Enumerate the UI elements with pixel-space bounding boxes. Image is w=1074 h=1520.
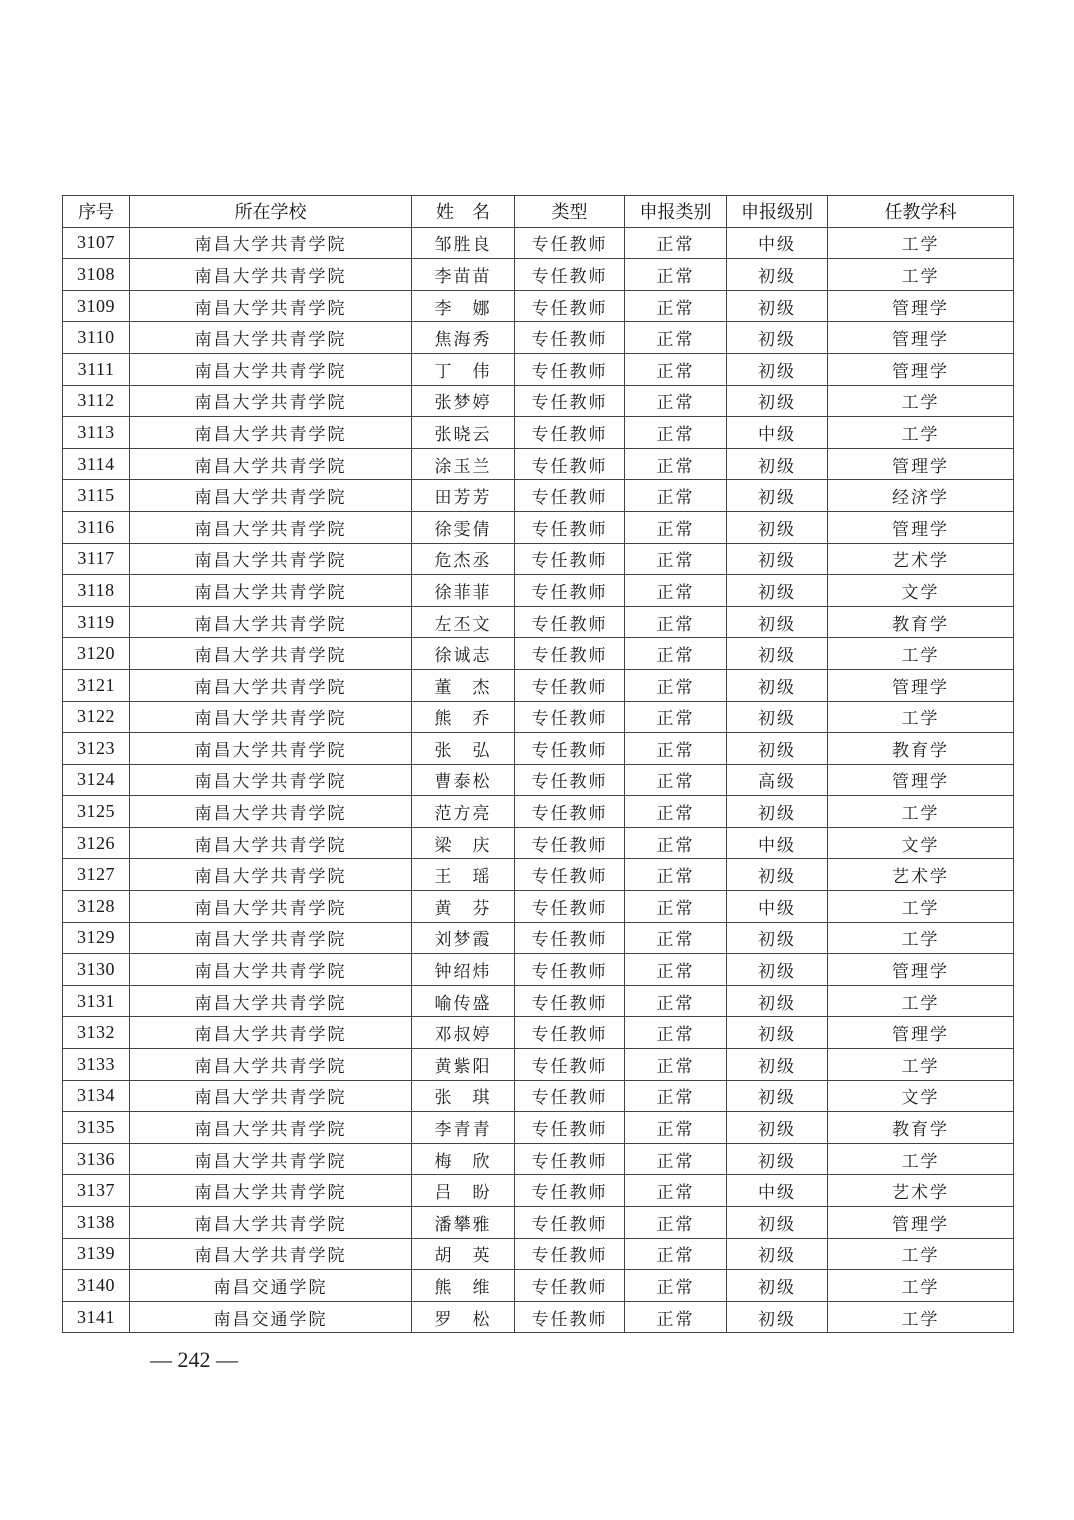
- cell-name: 胡 英: [412, 1238, 515, 1270]
- header-type: 类型: [515, 196, 625, 228]
- cell-teaching-subject: 工学: [828, 1301, 1014, 1333]
- cell-type: 专任教师: [515, 543, 625, 575]
- cell-type: 专任教师: [515, 1017, 625, 1049]
- cell-type: 专任教师: [515, 606, 625, 638]
- cell-type: 专任教师: [515, 353, 625, 385]
- cell-application-level: 初级: [727, 575, 828, 607]
- cell-serial-number: 3139: [63, 1238, 130, 1270]
- cell-serial-number: 3110: [63, 322, 130, 354]
- table-row: [63, 543, 1014, 575]
- cell-type: 专任教师: [515, 417, 625, 449]
- cell-type: 专任教师: [515, 1270, 625, 1302]
- cell-type: 专任教师: [515, 322, 625, 354]
- cell-teaching-subject: 艺术学: [828, 1175, 1014, 1207]
- cell-teaching-subject: 文学: [828, 827, 1014, 859]
- cell-serial-number: 3117: [63, 543, 130, 575]
- cell-application-category: 正常: [625, 827, 727, 859]
- cell-application-level: 初级: [727, 511, 828, 543]
- cell-school: 南昌大学共青学院: [130, 922, 412, 954]
- cell-application-category: 正常: [625, 1270, 727, 1302]
- cell-application-level: 初级: [727, 701, 828, 733]
- cell-application-level: 初级: [727, 1207, 828, 1239]
- cell-type: 专任教师: [515, 985, 625, 1017]
- table-row: [63, 1049, 1014, 1081]
- cell-application-category: 正常: [625, 1143, 727, 1175]
- cell-teaching-subject: 艺术学: [828, 859, 1014, 891]
- cell-school: 南昌大学共青学院: [130, 796, 412, 828]
- cell-type: 专任教师: [515, 259, 625, 291]
- cell-teaching-subject: 工学: [828, 227, 1014, 259]
- cell-type: 专任教师: [515, 891, 625, 923]
- cell-school: 南昌大学共青学院: [130, 985, 412, 1017]
- cell-serial-number: 3124: [63, 764, 130, 796]
- cell-school: 南昌大学共青学院: [130, 227, 412, 259]
- cell-application-category: 正常: [625, 417, 727, 449]
- cell-teaching-subject: 管理学: [828, 954, 1014, 986]
- cell-type: 专任教师: [515, 764, 625, 796]
- cell-serial-number: 3132: [63, 1017, 130, 1049]
- cell-application-level: 中级: [727, 1175, 828, 1207]
- cell-serial-number: 3136: [63, 1143, 130, 1175]
- cell-school: 南昌大学共青学院: [130, 638, 412, 670]
- cell-teaching-subject: 管理学: [828, 322, 1014, 354]
- cell-school: 南昌交通学院: [130, 1270, 412, 1302]
- teacher-roster-table: [62, 195, 1014, 1333]
- cell-teaching-subject: 工学: [828, 385, 1014, 417]
- header-serial-number: 序号: [63, 196, 130, 228]
- cell-name: 曹泰松: [412, 764, 515, 796]
- cell-teaching-subject: 工学: [828, 891, 1014, 923]
- cell-school: 南昌大学共青学院: [130, 606, 412, 638]
- table-row: [63, 638, 1014, 670]
- cell-application-level: 初级: [727, 733, 828, 765]
- cell-type: 专任教师: [515, 954, 625, 986]
- cell-teaching-subject: 经济学: [828, 480, 1014, 512]
- cell-application-category: 正常: [625, 575, 727, 607]
- header-school: 所在学校: [130, 196, 412, 228]
- cell-application-category: 正常: [625, 543, 727, 575]
- cell-application-level: 初级: [727, 669, 828, 701]
- cell-application-level: 初级: [727, 385, 828, 417]
- cell-serial-number: 3113: [63, 417, 130, 449]
- table-row: [63, 1207, 1014, 1239]
- cell-application-category: 正常: [625, 606, 727, 638]
- cell-school: 南昌大学共青学院: [130, 575, 412, 607]
- table-row: [63, 290, 1014, 322]
- cell-school: 南昌大学共青学院: [130, 1207, 412, 1239]
- table-row: [63, 480, 1014, 512]
- table-row: [63, 701, 1014, 733]
- cell-teaching-subject: 工学: [828, 922, 1014, 954]
- cell-name: 田芳芳: [412, 480, 515, 512]
- cell-application-level: 初级: [727, 480, 828, 512]
- cell-teaching-subject: 管理学: [828, 669, 1014, 701]
- cell-application-level: 初级: [727, 543, 828, 575]
- table-row: [63, 606, 1014, 638]
- table-body: [63, 227, 1014, 1333]
- table-row: [63, 511, 1014, 543]
- cell-application-category: 正常: [625, 448, 727, 480]
- cell-application-category: 正常: [625, 1049, 727, 1081]
- cell-school: 南昌大学共青学院: [130, 1049, 412, 1081]
- cell-application-level: 中级: [727, 417, 828, 449]
- table-header-row: [63, 196, 1014, 228]
- cell-application-category: 正常: [625, 353, 727, 385]
- table-row: [63, 891, 1014, 923]
- cell-application-category: 正常: [625, 1080, 727, 1112]
- cell-teaching-subject: 工学: [828, 701, 1014, 733]
- cell-serial-number: 3130: [63, 954, 130, 986]
- cell-teaching-subject: 教育学: [828, 606, 1014, 638]
- cell-school: 南昌大学共青学院: [130, 259, 412, 291]
- cell-application-level: 中级: [727, 827, 828, 859]
- cell-teaching-subject: 工学: [828, 259, 1014, 291]
- cell-serial-number: 3115: [63, 480, 130, 512]
- cell-name: 张梦婷: [412, 385, 515, 417]
- table-row: [63, 417, 1014, 449]
- header-name: 姓 名: [412, 196, 515, 228]
- cell-school: 南昌大学共青学院: [130, 1017, 412, 1049]
- cell-school: 南昌大学共青学院: [130, 417, 412, 449]
- cell-teaching-subject: 工学: [828, 796, 1014, 828]
- table-row: [63, 827, 1014, 859]
- cell-application-level: 初级: [727, 322, 828, 354]
- cell-type: 专任教师: [515, 480, 625, 512]
- cell-type: 专任教师: [515, 796, 625, 828]
- cell-teaching-subject: 管理学: [828, 511, 1014, 543]
- cell-teaching-subject: 工学: [828, 1143, 1014, 1175]
- cell-teaching-subject: 工学: [828, 1049, 1014, 1081]
- cell-type: 专任教师: [515, 1049, 625, 1081]
- cell-application-level: 初级: [727, 1238, 828, 1270]
- cell-name: 王 瑶: [412, 859, 515, 891]
- table-row: [63, 322, 1014, 354]
- cell-application-category: 正常: [625, 322, 727, 354]
- table-row: [63, 1143, 1014, 1175]
- cell-application-level: 中级: [727, 227, 828, 259]
- cell-name: 徐菲菲: [412, 575, 515, 607]
- cell-teaching-subject: 管理学: [828, 764, 1014, 796]
- cell-application-level: 中级: [727, 891, 828, 923]
- cell-type: 专任教师: [515, 733, 625, 765]
- cell-application-category: 正常: [625, 764, 727, 796]
- cell-teaching-subject: 工学: [828, 1270, 1014, 1302]
- cell-school: 南昌大学共青学院: [130, 353, 412, 385]
- cell-serial-number: 3138: [63, 1207, 130, 1239]
- cell-name: 危杰丞: [412, 543, 515, 575]
- table-row: [63, 1175, 1014, 1207]
- cell-type: 专任教师: [515, 448, 625, 480]
- cell-application-category: 正常: [625, 290, 727, 322]
- cell-application-level: 初级: [727, 606, 828, 638]
- cell-application-level: 初级: [727, 796, 828, 828]
- cell-serial-number: 3120: [63, 638, 130, 670]
- cell-serial-number: 3107: [63, 227, 130, 259]
- cell-application-level: 初级: [727, 954, 828, 986]
- cell-serial-number: 3126: [63, 827, 130, 859]
- cell-name: 梁 庆: [412, 827, 515, 859]
- cell-school: 南昌大学共青学院: [130, 954, 412, 986]
- cell-name: 张 弘: [412, 733, 515, 765]
- cell-application-category: 正常: [625, 1301, 727, 1333]
- cell-serial-number: 3118: [63, 575, 130, 607]
- cell-school: 南昌大学共青学院: [130, 669, 412, 701]
- cell-school: 南昌大学共青学院: [130, 511, 412, 543]
- table-row: [63, 575, 1014, 607]
- cell-type: 专任教师: [515, 385, 625, 417]
- cell-application-category: 正常: [625, 511, 727, 543]
- cell-application-category: 正常: [625, 701, 727, 733]
- table-row: [63, 1112, 1014, 1144]
- cell-type: 专任教师: [515, 638, 625, 670]
- cell-name: 吕 盼: [412, 1175, 515, 1207]
- cell-application-level: 初级: [727, 448, 828, 480]
- cell-serial-number: 3121: [63, 669, 130, 701]
- cell-school: 南昌大学共青学院: [130, 701, 412, 733]
- cell-application-level: 初级: [727, 259, 828, 291]
- table-row: [63, 733, 1014, 765]
- cell-name: 喻传盛: [412, 985, 515, 1017]
- table-row: [63, 859, 1014, 891]
- cell-type: 专任教师: [515, 227, 625, 259]
- cell-name: 张晓云: [412, 417, 515, 449]
- cell-serial-number: 3128: [63, 891, 130, 923]
- cell-school: 南昌大学共青学院: [130, 764, 412, 796]
- cell-serial-number: 3125: [63, 796, 130, 828]
- cell-school: 南昌大学共青学院: [130, 1080, 412, 1112]
- table-row: [63, 1017, 1014, 1049]
- cell-application-level: 初级: [727, 638, 828, 670]
- cell-application-category: 正常: [625, 1017, 727, 1049]
- cell-application-category: 正常: [625, 1207, 727, 1239]
- cell-teaching-subject: 管理学: [828, 353, 1014, 385]
- cell-school: 南昌大学共青学院: [130, 322, 412, 354]
- cell-type: 专任教师: [515, 290, 625, 322]
- table-row: [63, 385, 1014, 417]
- cell-application-level: 初级: [727, 290, 828, 322]
- header-application-level: 申报级别: [727, 196, 828, 228]
- cell-application-category: 正常: [625, 891, 727, 923]
- table-row: [63, 227, 1014, 259]
- cell-application-category: 正常: [625, 480, 727, 512]
- cell-type: 专任教师: [515, 511, 625, 543]
- cell-type: 专任教师: [515, 1238, 625, 1270]
- cell-name: 李 娜: [412, 290, 515, 322]
- cell-type: 专任教师: [515, 1207, 625, 1239]
- cell-name: 董 杰: [412, 669, 515, 701]
- cell-name: 焦海秀: [412, 322, 515, 354]
- cell-school: 南昌大学共青学院: [130, 543, 412, 575]
- cell-serial-number: 3141: [63, 1301, 130, 1333]
- cell-name: 罗 松: [412, 1301, 515, 1333]
- cell-teaching-subject: 工学: [828, 1238, 1014, 1270]
- cell-teaching-subject: 文学: [828, 1080, 1014, 1112]
- cell-teaching-subject: 管理学: [828, 290, 1014, 322]
- cell-application-category: 正常: [625, 638, 727, 670]
- cell-school: 南昌大学共青学院: [130, 1175, 412, 1207]
- cell-application-level: 初级: [727, 1112, 828, 1144]
- cell-application-level: 初级: [727, 353, 828, 385]
- table-row: [63, 1238, 1014, 1270]
- cell-application-category: 正常: [625, 1238, 727, 1270]
- cell-application-level: 初级: [727, 922, 828, 954]
- cell-name: 潘攀雅: [412, 1207, 515, 1239]
- table-row: [63, 985, 1014, 1017]
- cell-teaching-subject: 工学: [828, 417, 1014, 449]
- cell-name: 熊 乔: [412, 701, 515, 733]
- cell-serial-number: 3111: [63, 353, 130, 385]
- cell-teaching-subject: 教育学: [828, 1112, 1014, 1144]
- table-row: [63, 669, 1014, 701]
- cell-serial-number: 3122: [63, 701, 130, 733]
- cell-serial-number: 3127: [63, 859, 130, 891]
- cell-school: 南昌大学共青学院: [130, 385, 412, 417]
- cell-name: 张 琪: [412, 1080, 515, 1112]
- cell-application-category: 正常: [625, 1175, 727, 1207]
- cell-name: 丁 伟: [412, 353, 515, 385]
- cell-teaching-subject: 文学: [828, 575, 1014, 607]
- cell-type: 专任教师: [515, 575, 625, 607]
- table-row: [63, 1301, 1014, 1333]
- cell-serial-number: 3114: [63, 448, 130, 480]
- cell-name: 黄 芬: [412, 891, 515, 923]
- table-row: [63, 259, 1014, 291]
- cell-name: 梅 欣: [412, 1143, 515, 1175]
- cell-application-category: 正常: [625, 227, 727, 259]
- cell-application-level: 初级: [727, 1049, 828, 1081]
- cell-name: 邓叔婷: [412, 1017, 515, 1049]
- cell-type: 专任教师: [515, 1080, 625, 1112]
- cell-school: 南昌交通学院: [130, 1301, 412, 1333]
- cell-school: 南昌大学共青学院: [130, 859, 412, 891]
- cell-type: 专任教师: [515, 669, 625, 701]
- cell-name: 李苗苗: [412, 259, 515, 291]
- cell-serial-number: 3133: [63, 1049, 130, 1081]
- cell-application-category: 正常: [625, 1112, 727, 1144]
- table-row: [63, 922, 1014, 954]
- cell-teaching-subject: 教育学: [828, 733, 1014, 765]
- cell-name: 刘梦霞: [412, 922, 515, 954]
- header-teaching-subject: 任教学科: [828, 196, 1014, 228]
- cell-name: 徐雯倩: [412, 511, 515, 543]
- cell-teaching-subject: 工学: [828, 638, 1014, 670]
- cell-teaching-subject: 管理学: [828, 1207, 1014, 1239]
- cell-type: 专任教师: [515, 827, 625, 859]
- cell-school: 南昌大学共青学院: [130, 1238, 412, 1270]
- cell-name: 邹胜良: [412, 227, 515, 259]
- cell-name: 钟绍炜: [412, 954, 515, 986]
- cell-type: 专任教师: [515, 859, 625, 891]
- table-row: [63, 764, 1014, 796]
- cell-application-category: 正常: [625, 985, 727, 1017]
- cell-school: 南昌大学共青学院: [130, 480, 412, 512]
- cell-school: 南昌大学共青学院: [130, 733, 412, 765]
- table-row: [63, 353, 1014, 385]
- cell-type: 专任教师: [515, 1112, 625, 1144]
- cell-application-category: 正常: [625, 733, 727, 765]
- cell-application-category: 正常: [625, 669, 727, 701]
- cell-serial-number: 3137: [63, 1175, 130, 1207]
- cell-application-level: 初级: [727, 985, 828, 1017]
- page-number: — 242 —: [150, 1347, 238, 1372]
- cell-application-category: 正常: [625, 259, 727, 291]
- cell-application-level: 初级: [727, 1270, 828, 1302]
- cell-type: 专任教师: [515, 922, 625, 954]
- header-application-category: 申报类别: [625, 196, 727, 228]
- cell-application-category: 正常: [625, 385, 727, 417]
- cell-serial-number: 3108: [63, 259, 130, 291]
- cell-serial-number: 3112: [63, 385, 130, 417]
- cell-name: 徐诚志: [412, 638, 515, 670]
- cell-name: 范方亮: [412, 796, 515, 828]
- cell-application-category: 正常: [625, 859, 727, 891]
- cell-serial-number: 3109: [63, 290, 130, 322]
- cell-teaching-subject: 工学: [828, 985, 1014, 1017]
- cell-school: 南昌大学共青学院: [130, 827, 412, 859]
- cell-serial-number: 3123: [63, 733, 130, 765]
- cell-name: 李青青: [412, 1112, 515, 1144]
- cell-application-level: 初级: [727, 1143, 828, 1175]
- cell-name: 左丕文: [412, 606, 515, 638]
- cell-teaching-subject: 管理学: [828, 1017, 1014, 1049]
- cell-teaching-subject: 管理学: [828, 448, 1014, 480]
- cell-application-category: 正常: [625, 954, 727, 986]
- cell-application-level: 高级: [727, 764, 828, 796]
- cell-application-category: 正常: [625, 922, 727, 954]
- cell-school: 南昌大学共青学院: [130, 290, 412, 322]
- cell-name: 涂玉兰: [412, 448, 515, 480]
- cell-serial-number: 3119: [63, 606, 130, 638]
- cell-school: 南昌大学共青学院: [130, 1112, 412, 1144]
- table-row: [63, 954, 1014, 986]
- cell-serial-number: 3131: [63, 985, 130, 1017]
- cell-school: 南昌大学共青学院: [130, 891, 412, 923]
- cell-serial-number: 3135: [63, 1112, 130, 1144]
- cell-application-level: 初级: [727, 1017, 828, 1049]
- cell-name: 熊 维: [412, 1270, 515, 1302]
- cell-serial-number: 3116: [63, 511, 130, 543]
- cell-school: 南昌大学共青学院: [130, 448, 412, 480]
- cell-school: 南昌大学共青学院: [130, 1143, 412, 1175]
- table-row: [63, 796, 1014, 828]
- table-row: [63, 448, 1014, 480]
- cell-type: 专任教师: [515, 1143, 625, 1175]
- cell-application-category: 正常: [625, 796, 727, 828]
- cell-type: 专任教师: [515, 1175, 625, 1207]
- table-row: [63, 1080, 1014, 1112]
- cell-application-level: 初级: [727, 859, 828, 891]
- cell-application-level: 初级: [727, 1080, 828, 1112]
- cell-application-level: 初级: [727, 1301, 828, 1333]
- cell-serial-number: 3129: [63, 922, 130, 954]
- cell-type: 专任教师: [515, 701, 625, 733]
- cell-teaching-subject: 艺术学: [828, 543, 1014, 575]
- cell-name: 黄紫阳: [412, 1049, 515, 1081]
- table-row: [63, 1270, 1014, 1302]
- cell-serial-number: 3134: [63, 1080, 130, 1112]
- cell-type: 专任教师: [515, 1301, 625, 1333]
- cell-serial-number: 3140: [63, 1270, 130, 1302]
